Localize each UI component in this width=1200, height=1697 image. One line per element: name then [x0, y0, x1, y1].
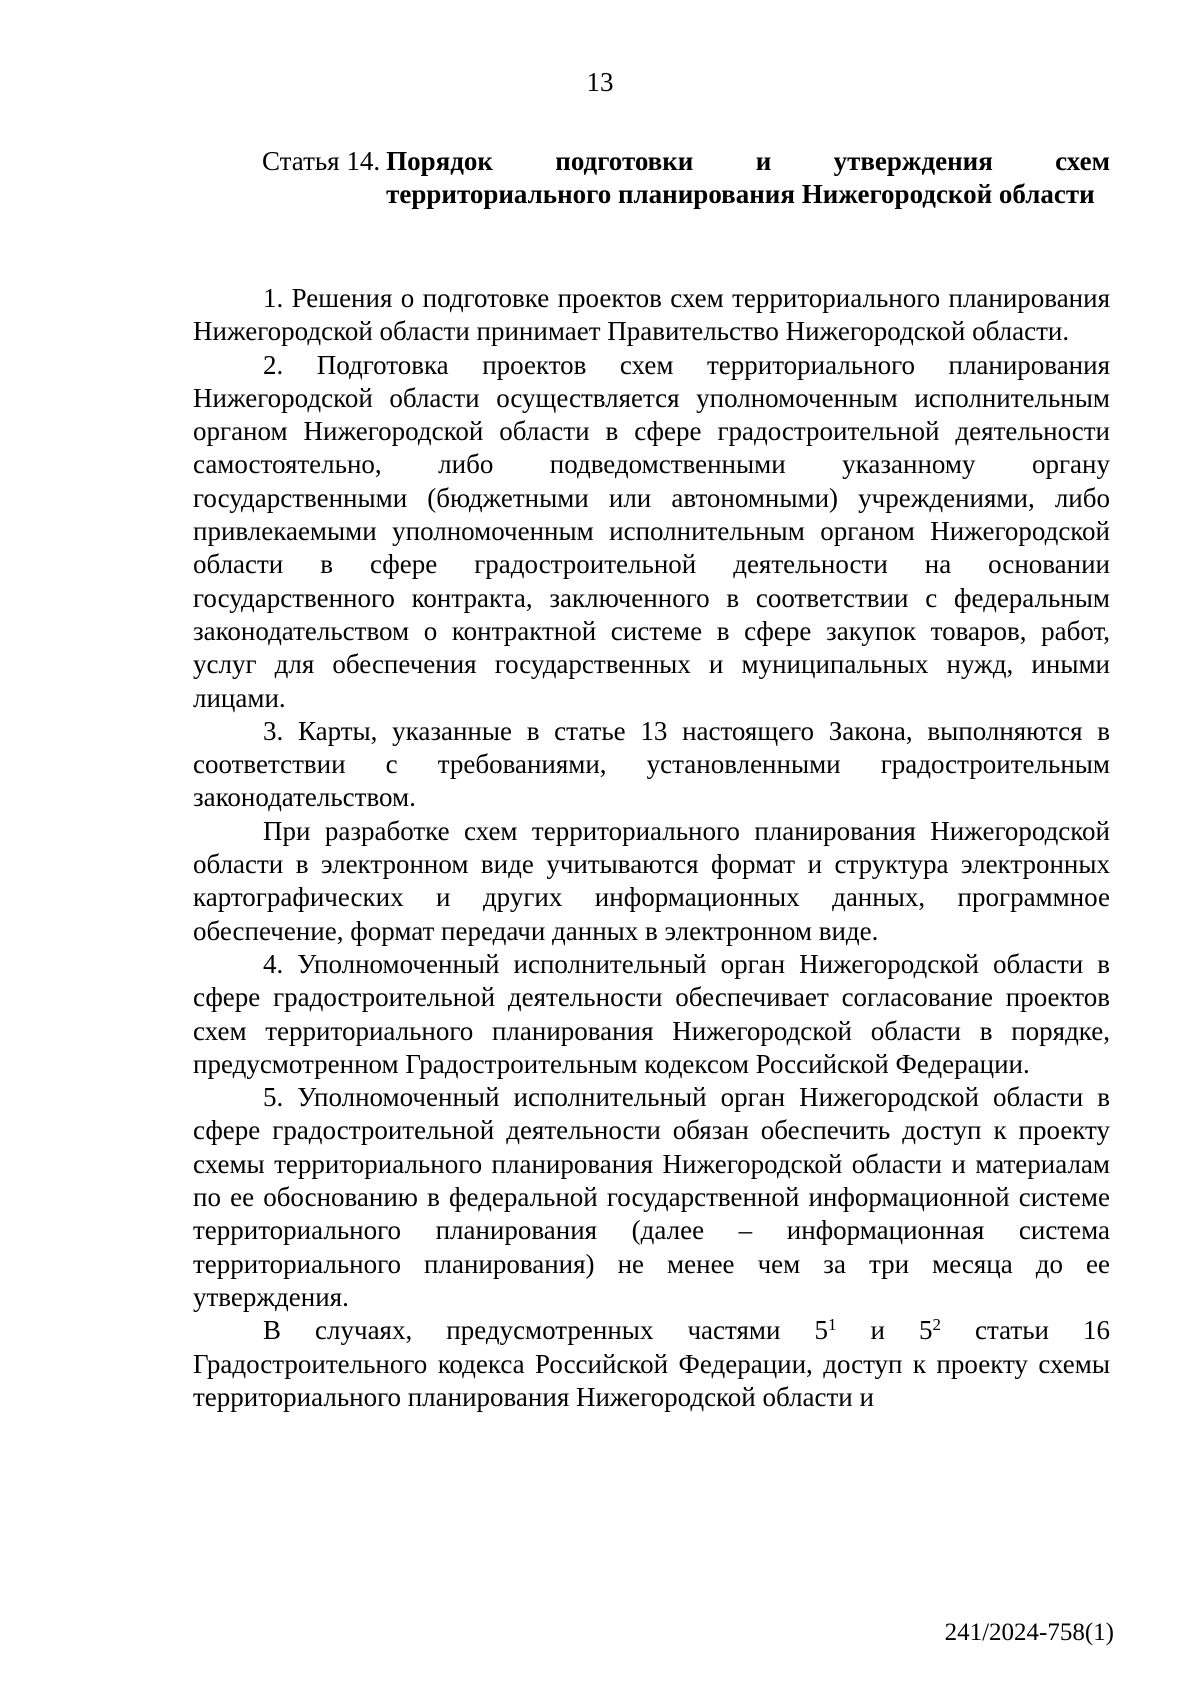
- page-number: 13: [586, 67, 614, 97]
- paragraph-3: 3. Карты, указанные в статье 13 настоящего Закона, выполняются в соответствии с требованиями, установленными градостроительным законодательством.: [193, 715, 1110, 813]
- paragraph-4: 4. Уполномоченный исполнительный орган Нижегородской области в сфере градостроительной деятельности обеспечивает согласование проектов схем территориального планирования Нижегородской области в порядке, предусмотренном Градостроительным кодексом Российской Федерации.: [193, 948, 1110, 1079]
- superscript-2: 2: [932, 1315, 941, 1335]
- paragraph-text-part-2: и 5: [836, 1315, 933, 1346]
- superscript-1: 1: [827, 1315, 837, 1335]
- article-body: [193, 282, 1110, 1414]
- paragraph-3-continued: При разработке схем территориального планирования Нижегородской области в электронном виде учитываются формат и структура электронных картографических и других информационных данных, программное обеспечение, формат передачи данных в электронном виде.: [193, 815, 1110, 946]
- paragraph-5-continued: [193, 1314, 1110, 1414]
- article-heading: [262, 145, 1110, 211]
- paragraph-5: 5. Уполномоченный исполнительный орган Нижегородской области в сфере градостроительной деятельности обязан обеспечить доступ к проекту схемы территориального планирования Нижегородской области и материалам по ее обоснованию в федеральной государственной информационной системе территориального планирования (далее – информационная система территориального планирования) не менее чем за три месяца до ее утверждения.: [193, 1082, 1110, 1312]
- paragraph-text-part-1: В случаях, предусмотренных частями 5: [263, 1315, 828, 1346]
- document-number: 241/2024-758(1): [944, 1619, 1114, 1646]
- article-title: Порядок подготовки и утверждения схем территориального планирования Нижегородской области: [386, 146, 1110, 209]
- paragraph-text-part-3: статьи 16 Градостроительного кодекса Российской Федерации, доступ к проекту схемы территориального планирования Нижегородской области и: [193, 1315, 1110, 1412]
- article-label: Статья 14.: [262, 146, 381, 176]
- paragraph-2: 2. Подготовка проектов схем территориального планирования Нижегородской области осуществляется уполномоченным исполнительным органом Нижегородской области в сфере градостроительной деятельности самостоятельно, либо подведомственными указанному органу государственными (бюджетными или автономными) учреждениями, либо привлекаемыми уполномоченным исполнительным органом Нижегородской области в сфере градостроительной деятельности на основании государственного контракта, заключенного в соответствии с федеральным законодательством о контрактной системе в сфере закупок товаров, работ, услуг для обеспечения государственных и муниципальных нужд, иными лицами.: [193, 349, 1110, 713]
- paragraph-1: 1. Решения о подготовке проектов схем территориального планирования Нижегородской области принимает Правительство Нижегородской области.: [193, 283, 1110, 347]
